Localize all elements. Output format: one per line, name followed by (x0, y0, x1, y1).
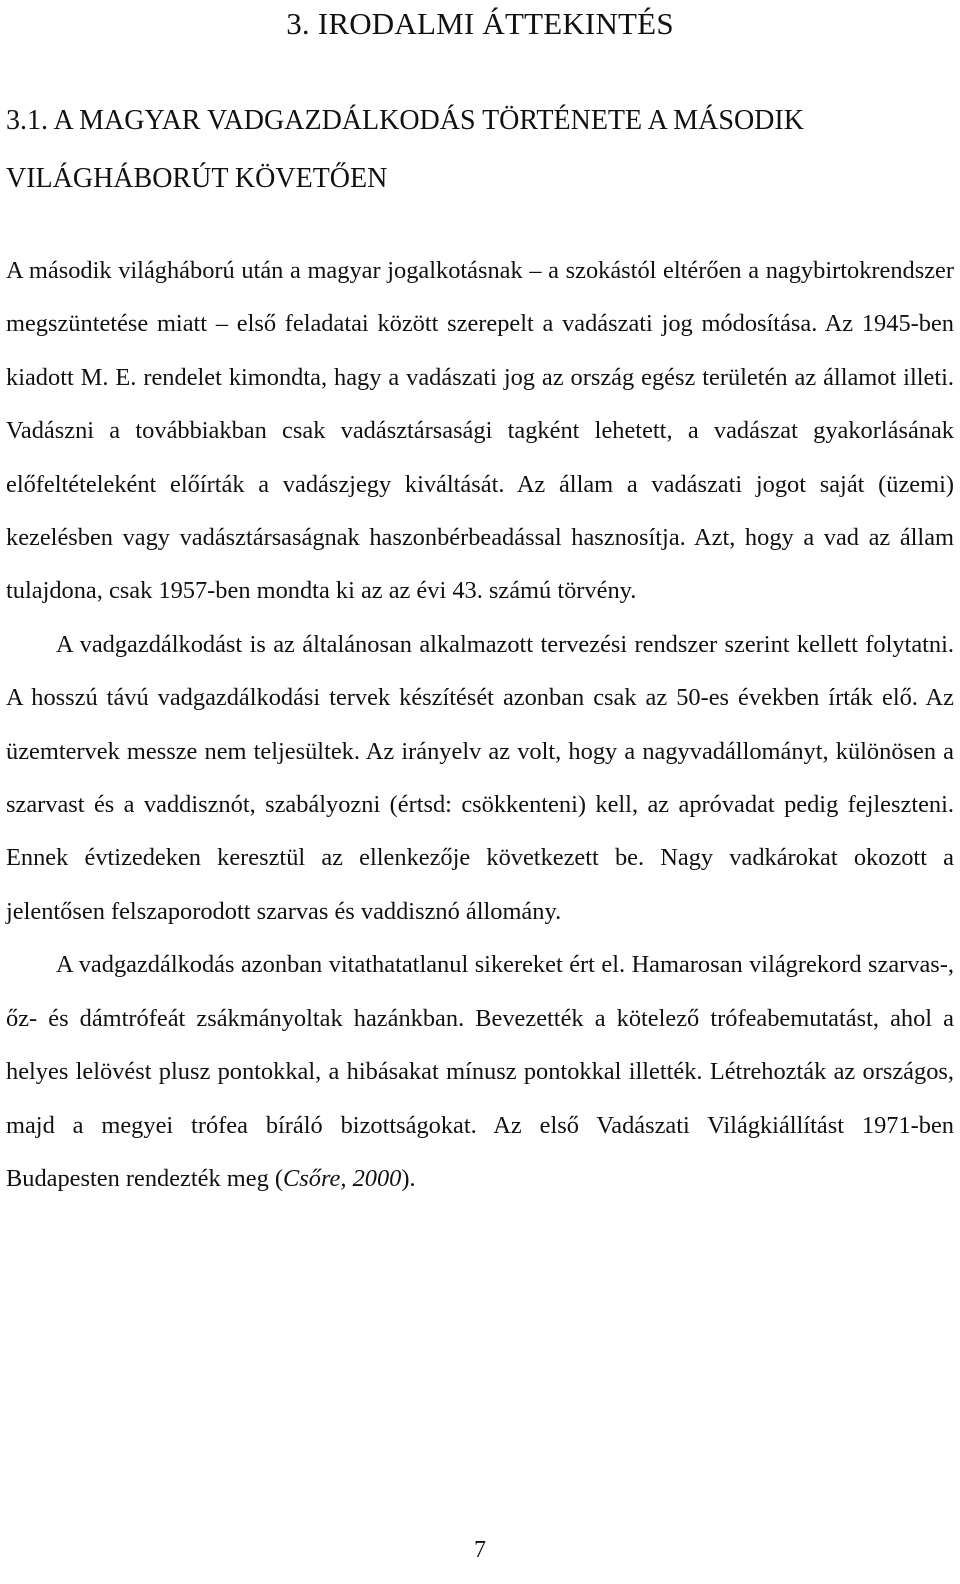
document-page (6, 0, 954, 1205)
paragraph-2: A vadgazdálkodást is az általánosan alkalmazott tervezési rendszer szerint kellett folytatni. A hosszú távú vadgazdálkodási tervek készítését azonban csak az 50-es években írták elő. Az üzemtervek messze nem teljesültek. Az irányelv az volt, hogy a nagyvadállományt, különösen a szarvast és a vaddisznót, szabályozni (értsd: csökkenteni) kell, az apróvadat pedig fejleszteni. Ennek évtizedeken keresztül az ellenkezője következett be. Nagy vadkárokat okozott a jelentősen felszaporodott szarvas és vaddisznó állomány. (6, 630, 954, 925)
paragraph-3-text: A vadgazdálkodás azonban vitathatatlanul sikereket ért el. Hamarosan világrekord szarvas-, őz- és dámtrófeát zsákmányoltak hazánkban. Bevezették a kötelező trófeabemutatást, ahol a helyes lelövést plusz pontokkal, a hibásakat mínusz pontokkal illették. Létrehozták az országos, majd a megyei trófea bíráló bizottságokat. Az első Vadászati Világkiállítást 1971-ben Budapesten rendezték meg ( (6, 951, 954, 1192)
paragraph-1: A második világháború után a magyar jogalkotásnak – a szokástól eltérően a nagybirtokrendszer megszüntetése miatt – első feladatai között szerepelt a vadászati jog módosítása. Az 1945-ben kiadott M. E. rendelet kimondta, hagy a vadászati jog az ország egész területén az államot illeti. Vadászni a továbbiakban csak vadásztársasági tagként lehetett, a vadászat gyakorlásának előfeltételeként előírták a vadászjegy kiváltását. Az állam a vadászati jogot saját (üzemi) kezelésben vagy vadásztársaságnak haszonbérbeadással hasznosítja. Azt, hogy a vad az állam tulajdona, csak 1957-ben mondta ki az az évi 43. számú törvény. (6, 257, 954, 605)
citation: Csőre, 2000 (283, 1164, 402, 1192)
page-number: 7 (474, 1537, 486, 1563)
section-title: 3.1. A MAGYAR VADGAZDÁLKODÁS TÖRTÉNETE A MÁSODIK VILÁGHÁBORÚT KÖVETŐEN (6, 105, 804, 194)
paragraph-3 (6, 938, 954, 1205)
citation-close: ). (401, 1164, 416, 1192)
chapter-title: 3. IRODALMI ÁTTEKINTÉS (286, 6, 674, 41)
